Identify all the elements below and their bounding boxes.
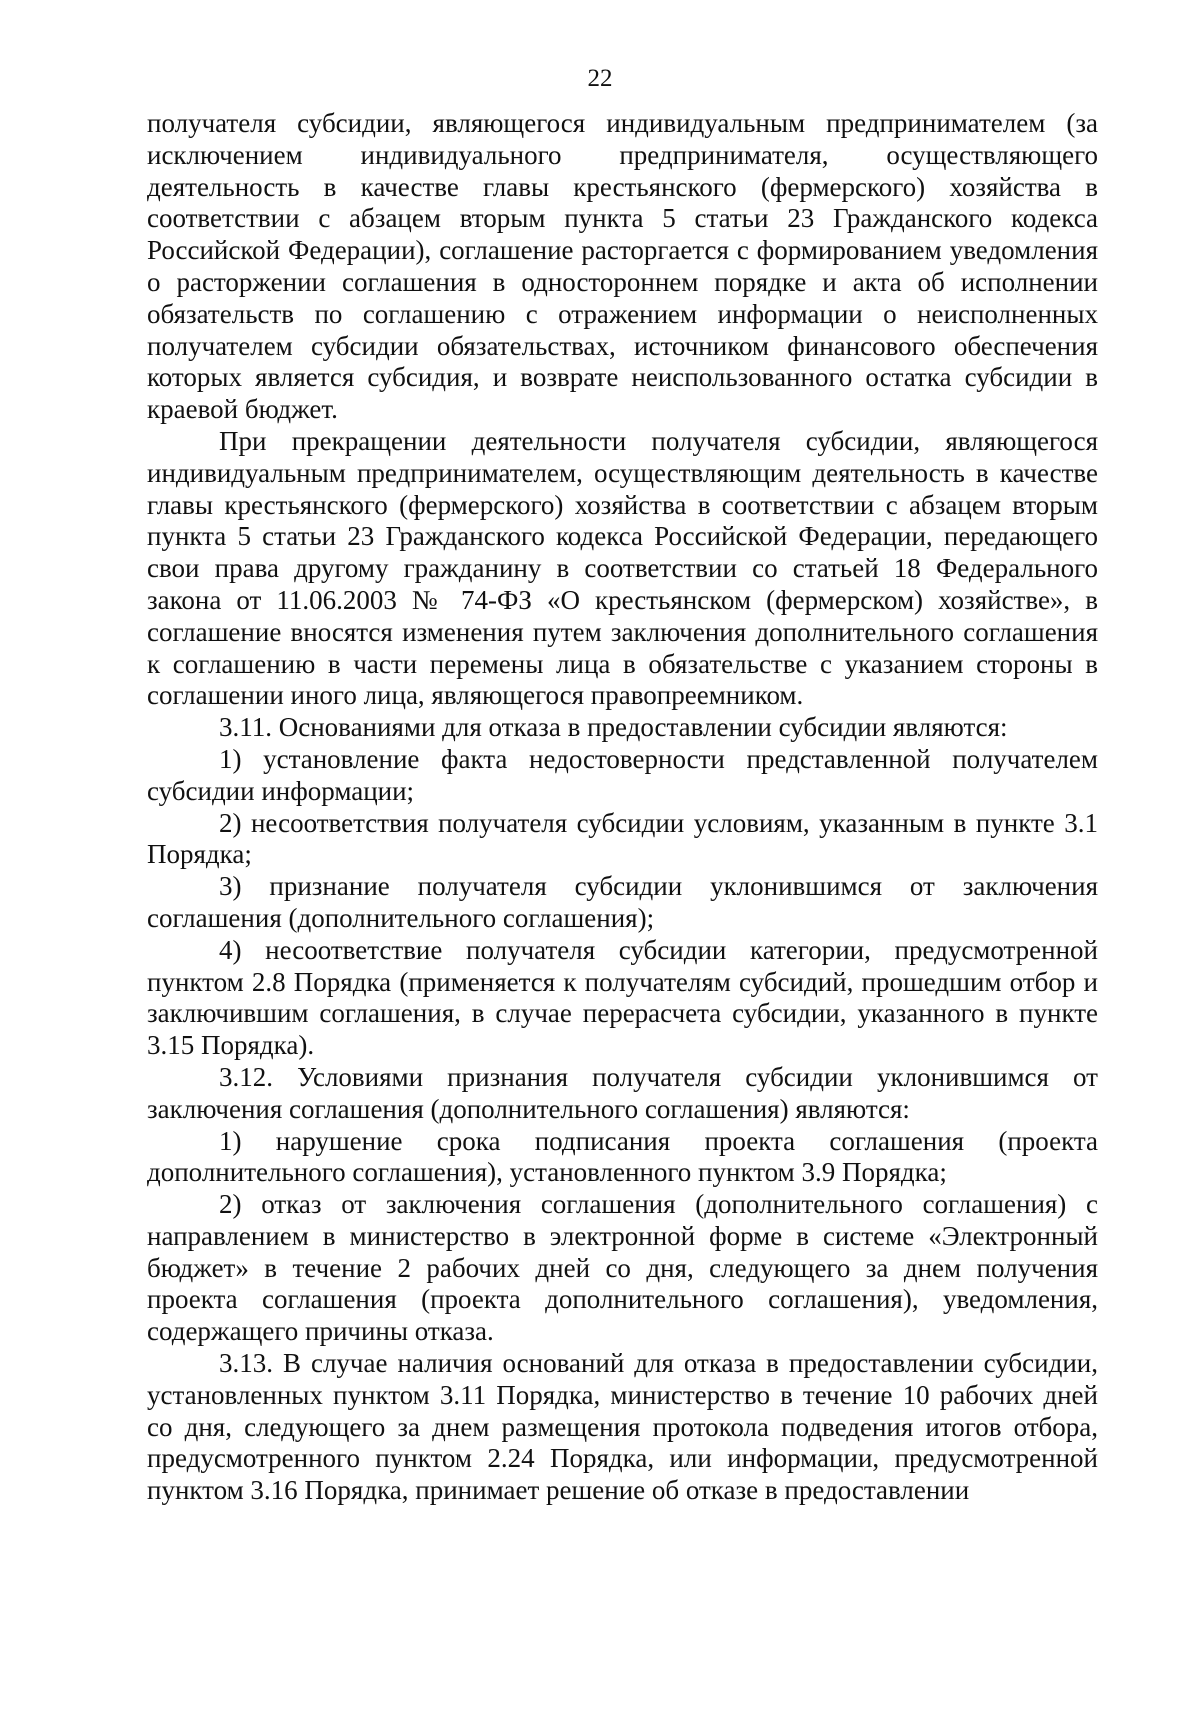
paragraph: 3.13. В случае наличия оснований для отказа в предоставлении субсидии, установленных пунктом 3.11 Порядка, министерство в течение 10 рабочих дней со дня, следующего за днем размещения протокола подведения итогов отбора, предусмотренного пунктом 2.24 Порядка, или информации, предусмотренной пунктом 3.16 Порядка, принимает решение об отказе в предоставлении [147, 1348, 1098, 1506]
page-number: 22 [587, 65, 613, 92]
paragraph: 3.11. Основаниями для отказа в предоставлении субсидии являются: [219, 712, 1008, 743]
list-item: 1) нарушение срока подписания проекта соглашения (проекта дополнительного соглашения), установленного пунктом 3.9 Порядка; [147, 1125, 1098, 1188]
list-item: 3) признание получателя субсидии уклонившимся от заключения соглашения (дополнительного соглашения); [147, 871, 1098, 933]
paragraph: 3.12. Условиями признания получателя субсидии уклонившимся от заключения соглашения (дополнительного соглашения) являются: [147, 1061, 1098, 1124]
list-item: 2) отказ от заключения соглашения (дополнительного соглашения) с направлением в министерство в электронной форме в системе «Электронный бюджет» в течение 2 рабочих дней со дня, следующего за днем получения проекта соглашения (проекта дополнительного соглашения), уведомления, содержащего причины отказа. [147, 1189, 1098, 1347]
list-item: 2) несоответствия получателя субсидии условиям, указанным в пункте 3.1 Порядка; [147, 807, 1098, 870]
list-item: 1) установление факта недостоверности представленной получателем субсидии информации; [147, 743, 1098, 806]
list-item: 4) несоответствие получателя субсидии категории, предусмотренной пунктом 2.8 Порядка (применяется к получателям субсидий, прошедшим отбор и заключившим соглашения, в случае перерасчета субсидии, указанного в пункте 3.15 Порядка). [147, 934, 1098, 1061]
document-body [147, 108, 1098, 1507]
paragraph: получателя субсидии, являющегося индивидуальным предпринимателем (за исключением индивидуального предпринимателя, осуществляющего деятельность в качестве главы крестьянского (фермерского) хозяйства в соответствии с абзацем вторым пункта 5 статьи 23 Гражданского кодекса Российской Федерации), соглашение расторгается с формированием уведомления о расторжении соглашения в одностороннем порядке и акта об исполнении обязательств по соглашению с отражением информации о неисполненных получателем субсидии обязательствах, источником финансового обеспечения которых является субсидия, и возврате неиспользованного остатка субсидии в краевой бюджет. [147, 108, 1098, 425]
paragraph: При прекращении деятельности получателя субсидии, являющегося индивидуальным предпринимателем, осуществляющим деятельность в качестве главы крестьянского (фермерского) хозяйства в соответствии с абзацем вторым пункта 5 статьи 23 Гражданского кодекса Российской Федерации, передающего свои права другому гражданину в соответствии со статьей 18 Федерального закона от 11.06.2003 № 74-ФЗ «О крестьянском (фермерском) хозяйстве», в соглашение вносятся изменения путем заключения дополнительного соглашения к соглашению в части перемены лица в обязательстве с указанием стороны в соглашении иного лица, являющегося правопреемником. [147, 425, 1098, 711]
